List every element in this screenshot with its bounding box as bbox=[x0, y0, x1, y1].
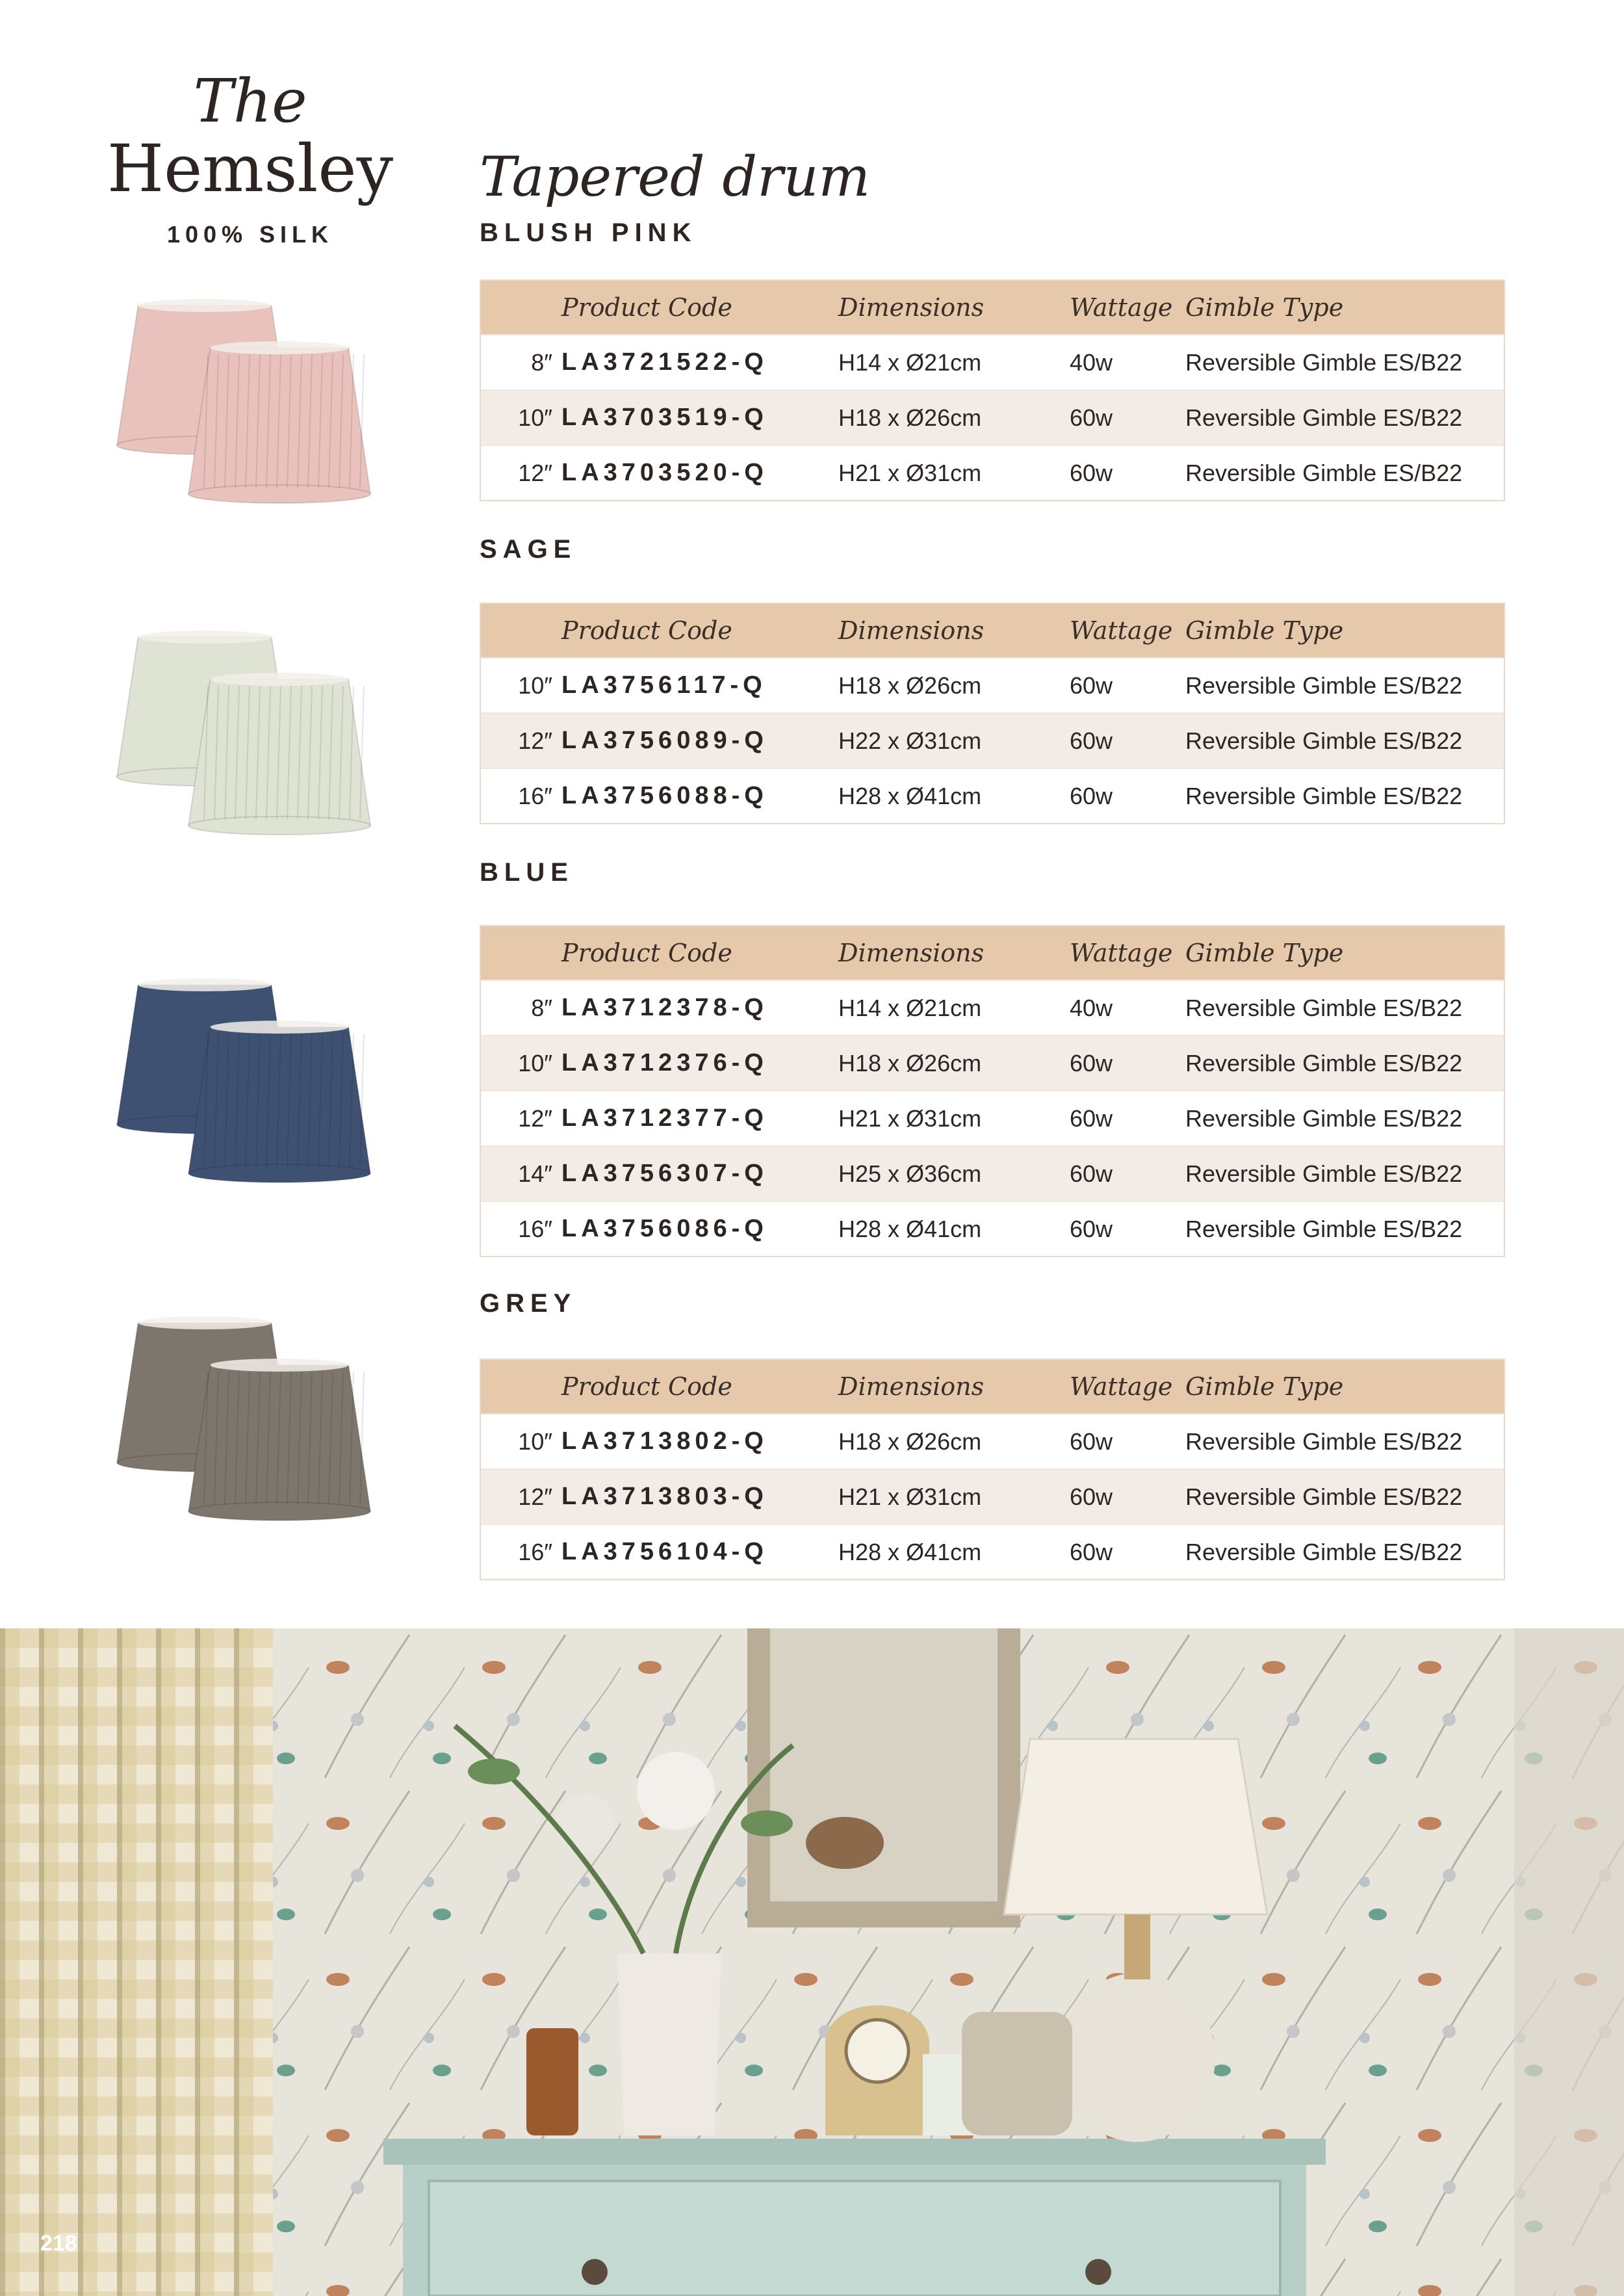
dimensions-cell: H18 x Ø26cm bbox=[838, 404, 982, 431]
table-row bbox=[481, 1145, 1504, 1201]
wattage-cell: 60w bbox=[1070, 459, 1113, 486]
header-dimensions: Dimensions bbox=[838, 939, 985, 967]
header-gimble-type: Gimble Type bbox=[1185, 293, 1344, 322]
header-gimble-type: Gimble Type bbox=[1185, 1372, 1344, 1401]
header-product-code: Product Code bbox=[561, 616, 732, 645]
product-code-cell: LA3721522-Q bbox=[561, 348, 768, 376]
product-code-cell: LA3756089-Q bbox=[561, 727, 768, 754]
product-table-sage bbox=[480, 603, 1505, 824]
size-cell: 14″ bbox=[518, 1160, 552, 1187]
header-product-code: Product Code bbox=[561, 1372, 732, 1401]
header-dimensions: Dimensions bbox=[838, 616, 985, 645]
wattage-cell: 60w bbox=[1070, 782, 1113, 809]
brand-name: Hemsley bbox=[107, 131, 394, 207]
header-wattage: Wattage bbox=[1070, 293, 1173, 322]
size-cell: 10″ bbox=[518, 1428, 552, 1455]
shade-image-blue bbox=[110, 972, 383, 1186]
gimble-type-cell: Reversible Gimble ES/B22 bbox=[1185, 1215, 1463, 1242]
table-row bbox=[481, 1524, 1504, 1579]
header-gimble-type: Gimble Type bbox=[1185, 616, 1344, 645]
group-heading-blush-pink: BLUSH PINK bbox=[480, 218, 697, 247]
table-row bbox=[481, 768, 1504, 823]
wattage-cell: 60w bbox=[1070, 1049, 1113, 1076]
table-row bbox=[481, 980, 1504, 1035]
header-dimensions: Dimensions bbox=[838, 1372, 985, 1401]
product-table-blush-pink bbox=[480, 280, 1505, 501]
size-cell: 16″ bbox=[518, 782, 552, 809]
brand-material: 100% SILK bbox=[166, 221, 334, 248]
wattage-cell: 60w bbox=[1070, 727, 1113, 754]
gimble-type-cell: Reversible Gimble ES/B22 bbox=[1185, 459, 1463, 486]
table-row bbox=[481, 334, 1504, 389]
wattage-cell: 60w bbox=[1070, 1538, 1113, 1565]
shade-image-sage bbox=[110, 624, 383, 839]
size-cell: 12″ bbox=[518, 1104, 552, 1132]
product-code-cell: LA3703519-Q bbox=[561, 404, 768, 431]
size-cell: 8″ bbox=[531, 994, 552, 1021]
gimble-type-cell: Reversible Gimble ES/B22 bbox=[1185, 404, 1463, 431]
gimble-type-cell: Reversible Gimble ES/B22 bbox=[1185, 1428, 1463, 1455]
product-code-cell: LA3756104-Q bbox=[561, 1538, 768, 1565]
product-code-cell: LA3712377-Q bbox=[561, 1104, 768, 1132]
dimensions-cell: H21 x Ø31cm bbox=[838, 459, 982, 486]
section-title: Tapered drum bbox=[480, 145, 871, 209]
product-table-grey bbox=[480, 1359, 1505, 1580]
gimble-type-cell: Reversible Gimble ES/B22 bbox=[1185, 348, 1463, 376]
group-heading-grey: GREY bbox=[480, 1289, 577, 1318]
dimensions-cell: H18 x Ø26cm bbox=[838, 1049, 982, 1076]
table-header bbox=[481, 604, 1504, 657]
gimble-type-cell: Reversible Gimble ES/B22 bbox=[1185, 1483, 1463, 1510]
gimble-type-cell: Reversible Gimble ES/B22 bbox=[1185, 672, 1463, 699]
dimensions-cell: H21 x Ø31cm bbox=[838, 1104, 982, 1132]
group-heading-sage: SAGE bbox=[480, 535, 577, 564]
table-header bbox=[481, 281, 1504, 334]
group-heading-blue: BLUE bbox=[480, 858, 574, 887]
wattage-cell: 60w bbox=[1070, 672, 1113, 699]
dimensions-cell: H21 x Ø31cm bbox=[838, 1483, 982, 1510]
table-row bbox=[481, 712, 1504, 768]
dimensions-cell: H18 x Ø26cm bbox=[838, 1428, 982, 1455]
gimble-type-cell: Reversible Gimble ES/B22 bbox=[1185, 1538, 1463, 1565]
header-dimensions: Dimensions bbox=[838, 293, 985, 322]
size-cell: 10″ bbox=[518, 404, 552, 431]
header-product-code: Product Code bbox=[561, 939, 732, 967]
table-row bbox=[481, 1468, 1504, 1524]
page-number: 218 bbox=[40, 2231, 77, 2256]
header-wattage: Wattage bbox=[1070, 939, 1173, 967]
table-row bbox=[481, 1090, 1504, 1145]
dimensions-cell: H14 x Ø21cm bbox=[838, 994, 982, 1021]
size-cell: 8″ bbox=[531, 348, 552, 376]
shade-image-grey bbox=[110, 1310, 383, 1524]
wattage-cell: 60w bbox=[1070, 404, 1113, 431]
table-row bbox=[481, 445, 1504, 500]
wattage-cell: 60w bbox=[1070, 1428, 1113, 1455]
lifestyle-photo bbox=[0, 1628, 1624, 2296]
header-gimble-type: Gimble Type bbox=[1185, 939, 1344, 967]
product-code-cell: LA3756086-Q bbox=[561, 1215, 768, 1242]
size-cell: 12″ bbox=[518, 459, 552, 486]
size-cell: 10″ bbox=[518, 1049, 552, 1076]
table-row bbox=[481, 1035, 1504, 1090]
wattage-cell: 60w bbox=[1070, 1483, 1113, 1510]
dimensions-cell: H22 x Ø31cm bbox=[838, 727, 982, 754]
header-product-code: Product Code bbox=[561, 293, 732, 322]
shade-image-blush-pink bbox=[110, 293, 383, 507]
table-row bbox=[481, 657, 1504, 712]
dimensions-cell: H28 x Ø41cm bbox=[838, 1538, 982, 1565]
table-row bbox=[481, 389, 1504, 445]
gimble-type-cell: Reversible Gimble ES/B22 bbox=[1185, 1049, 1463, 1076]
size-cell: 10″ bbox=[518, 672, 552, 699]
product-code-cell: LA3756307-Q bbox=[561, 1160, 768, 1187]
header-wattage: Wattage bbox=[1070, 1372, 1173, 1401]
size-cell: 12″ bbox=[518, 1483, 552, 1510]
wattage-cell: 60w bbox=[1070, 1215, 1113, 1242]
product-code-cell: LA3712378-Q bbox=[561, 994, 768, 1021]
gimble-type-cell: Reversible Gimble ES/B22 bbox=[1185, 1160, 1463, 1187]
wattage-cell: 60w bbox=[1070, 1104, 1113, 1132]
gimble-type-cell: Reversible Gimble ES/B22 bbox=[1185, 782, 1463, 809]
product-code-cell: LA3713802-Q bbox=[561, 1428, 768, 1455]
size-cell: 16″ bbox=[518, 1215, 552, 1242]
product-code-cell: LA3756088-Q bbox=[561, 782, 768, 809]
product-table-blue bbox=[480, 925, 1505, 1257]
product-code-cell: LA3712376-Q bbox=[561, 1049, 768, 1076]
product-code-cell: LA3756117-Q bbox=[561, 672, 767, 699]
table-header bbox=[481, 1360, 1504, 1413]
size-cell: 16″ bbox=[518, 1538, 552, 1565]
dimensions-cell: H18 x Ø26cm bbox=[838, 672, 982, 699]
table-row bbox=[481, 1201, 1504, 1256]
dimensions-cell: H25 x Ø36cm bbox=[838, 1160, 982, 1187]
product-code-cell: LA3703520-Q bbox=[561, 459, 768, 486]
product-code-cell: LA3713803-Q bbox=[561, 1483, 768, 1510]
dimensions-cell: H28 x Ø41cm bbox=[838, 782, 982, 809]
dimensions-cell: H14 x Ø21cm bbox=[838, 348, 982, 376]
gimble-type-cell: Reversible Gimble ES/B22 bbox=[1185, 727, 1463, 754]
wattage-cell: 40w bbox=[1070, 348, 1113, 376]
header-wattage: Wattage bbox=[1070, 616, 1173, 645]
table-header bbox=[481, 926, 1504, 980]
table-row bbox=[481, 1413, 1504, 1468]
gimble-type-cell: Reversible Gimble ES/B22 bbox=[1185, 1104, 1463, 1132]
wattage-cell: 60w bbox=[1070, 1160, 1113, 1187]
wattage-cell: 40w bbox=[1070, 994, 1113, 1021]
size-cell: 12″ bbox=[518, 727, 552, 754]
gimble-type-cell: Reversible Gimble ES/B22 bbox=[1185, 994, 1463, 1021]
dimensions-cell: H28 x Ø41cm bbox=[838, 1215, 982, 1242]
brand-the: The bbox=[193, 66, 307, 136]
